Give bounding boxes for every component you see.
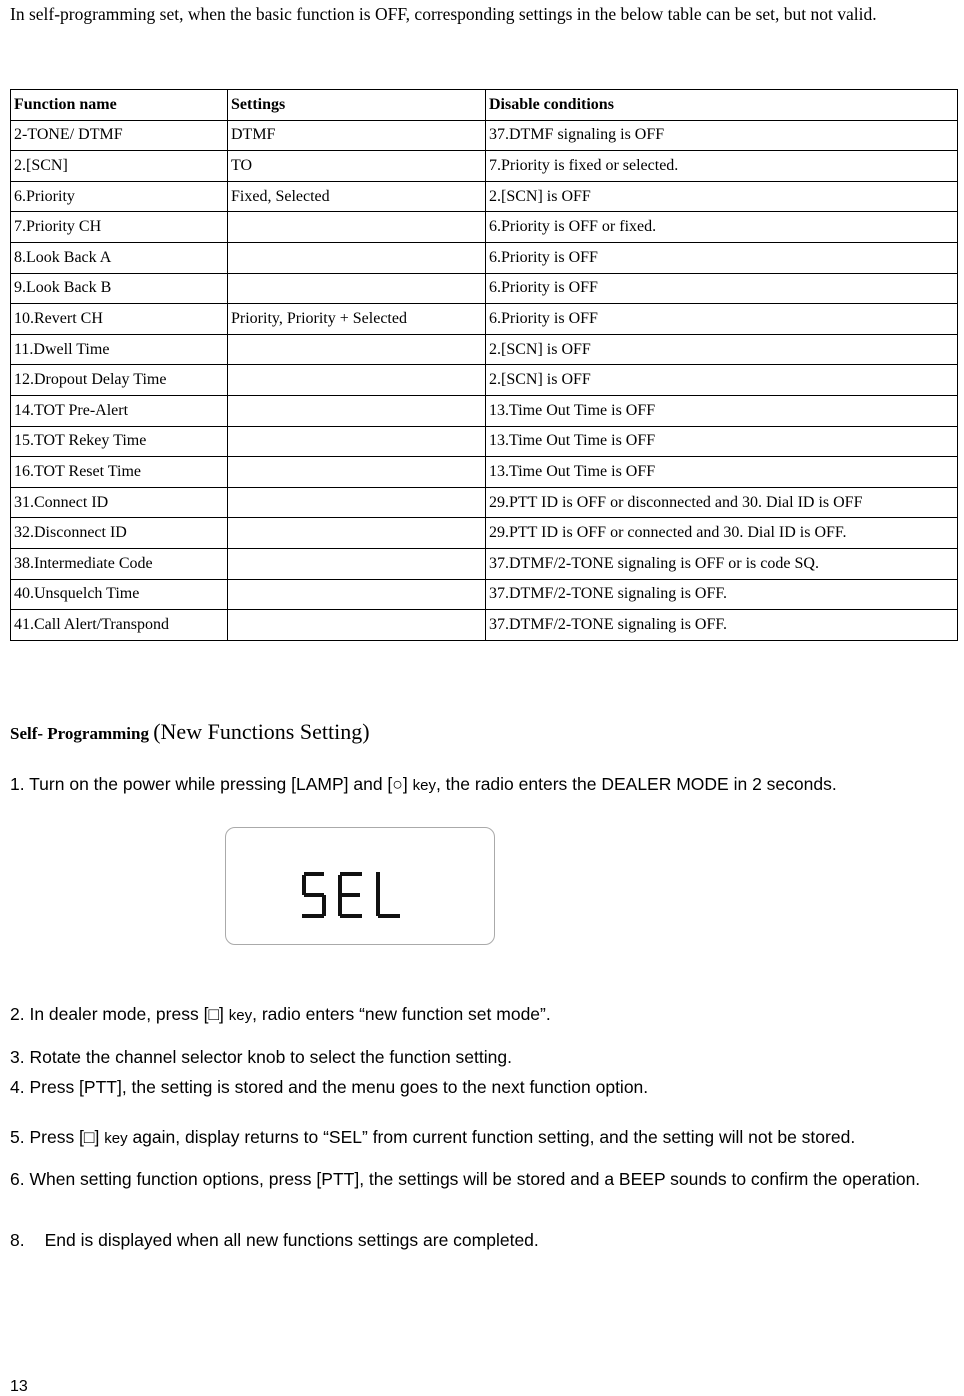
step-3: 3. Rotate the channel selector knob to select the function setting. [10,1047,512,1067]
section-title [10,719,370,745]
cell-function-name: 12.Dropout Delay Time [11,365,228,396]
cell-function-name: 40.Unsquelch Time [11,579,228,610]
cell-function-name: 6.Priority [11,181,228,212]
header-disable-conditions: Disable conditions [486,90,958,121]
table-row [11,334,958,365]
cell-disable-condition: 6.Priority is OFF [486,273,958,304]
lcd-display [225,827,495,945]
cell-disable-condition: 37.DTMF/2-TONE signaling is OFF. [486,610,958,641]
cell-settings [228,610,486,641]
cell-disable-condition: 2.[SCN] is OFF [486,365,958,396]
cell-settings: Priority, Priority + Selected [228,304,486,335]
function-table [10,89,958,641]
cell-function-name: 16.TOT Reset Time [11,457,228,488]
cell-disable-condition: 2.[SCN] is OFF [486,181,958,212]
section-title-normal: (New Functions Setting) [153,719,370,744]
cell-settings [228,426,486,457]
table-row [11,181,958,212]
cell-function-name: 7.Priority CH [11,212,228,243]
step-4: 4. Press [PTT], the setting is stored and the menu goes to the next function option. [10,1077,649,1097]
cell-function-name: 38.Intermediate Code [11,548,228,579]
table-row [11,120,958,151]
cell-disable-condition: 7.Priority is fixed or selected. [486,151,958,182]
table-row [11,395,958,426]
cell-function-name: 10.Revert CH [11,304,228,335]
cell-settings [228,395,486,426]
cell-settings [228,487,486,518]
table-row [11,304,958,335]
intro-paragraph: In self-programming set, when the basic function is OFF, corresponding settings in the below table can be set, but not valid. [10,4,877,24]
cell-function-name: 14.TOT Pre-Alert [11,395,228,426]
table-row [11,518,958,549]
cell-function-name: 15.TOT Rekey Time [11,426,228,457]
cell-function-name: 8.Look Back A [11,242,228,273]
cell-settings [228,518,486,549]
cell-settings: TO [228,151,486,182]
cell-settings [228,579,486,610]
cell-function-name: 2.[SCN] [11,151,228,182]
cell-disable-condition: 29.PTT ID is OFF or connected and 30. Dial ID is OFF. [486,518,958,549]
lcd-sel-segments [300,872,410,922]
cell-settings [228,242,486,273]
table-row [11,548,958,579]
cell-disable-condition: 13.Time Out Time is OFF [486,457,958,488]
cell-disable-condition: 6.Priority is OFF [486,304,958,335]
cell-disable-condition: 13.Time Out Time is OFF [486,395,958,426]
step-2: 2. In dealer mode, press [□] key, radio enters “new function set mode”. [10,1004,551,1024]
cell-settings [228,548,486,579]
cell-settings [228,212,486,243]
square-key-symbol: □ [208,1004,220,1024]
step-1: 1. Turn on the power while pressing [LAMP] and [○] key, the radio enters the DEALER MODE in 2 seconds. [10,774,837,794]
step-5: 5. Press [□] key again, display returns to “SEL” from current function setting, and the setting will not be stored. [10,1127,856,1147]
table-row [11,242,958,273]
cell-settings [228,365,486,396]
header-function-name: Function name [11,90,228,121]
cell-disable-condition: 29.PTT ID is OFF or disconnected and 30. Dial ID is OFF [486,487,958,518]
table-row [11,579,958,610]
table-header-row [11,90,958,121]
table-row [11,487,958,518]
cell-disable-condition: 37.DTMF signaling is OFF [486,120,958,151]
cell-disable-condition: 6.Priority is OFF or fixed. [486,212,958,243]
cell-settings: Fixed, Selected [228,181,486,212]
table-row [11,212,958,243]
cell-settings [228,273,486,304]
square-key-symbol: □ [83,1127,95,1147]
step-6: 6. When setting function options, press [PTT], the settings will be stored and a BEEP sounds to confirm the operation. [10,1169,921,1189]
step-8: 8. End is displayed when all new functions settings are completed. [10,1230,539,1250]
cell-settings [228,334,486,365]
cell-function-name: 2-TONE/ DTMF [11,120,228,151]
table-row [11,151,958,182]
section-title-bold: Self- Programming [10,724,149,743]
cell-disable-condition: 6.Priority is OFF [486,242,958,273]
cell-settings: DTMF [228,120,486,151]
header-settings: Settings [228,90,486,121]
table-row [11,273,958,304]
cell-function-name: 41.Call Alert/Transpond [11,610,228,641]
table-row [11,457,958,488]
cell-disable-condition: 2.[SCN] is OFF [486,334,958,365]
cell-disable-condition: 13.Time Out Time is OFF [486,426,958,457]
cell-disable-condition: 37.DTMF/2-TONE signaling is OFF. [486,579,958,610]
cell-settings [228,457,486,488]
page-number: 13 [10,1378,28,1395]
table-row [11,365,958,396]
circle-key-symbol: ○ [392,774,403,794]
cell-function-name: 11.Dwell Time [11,334,228,365]
cell-function-name: 9.Look Back B [11,273,228,304]
table-row [11,610,958,641]
cell-function-name: 32.Disconnect ID [11,518,228,549]
table-row [11,426,958,457]
cell-disable-condition: 37.DTMF/2-TONE signaling is OFF or is code SQ. [486,548,958,579]
cell-function-name: 31.Connect ID [11,487,228,518]
